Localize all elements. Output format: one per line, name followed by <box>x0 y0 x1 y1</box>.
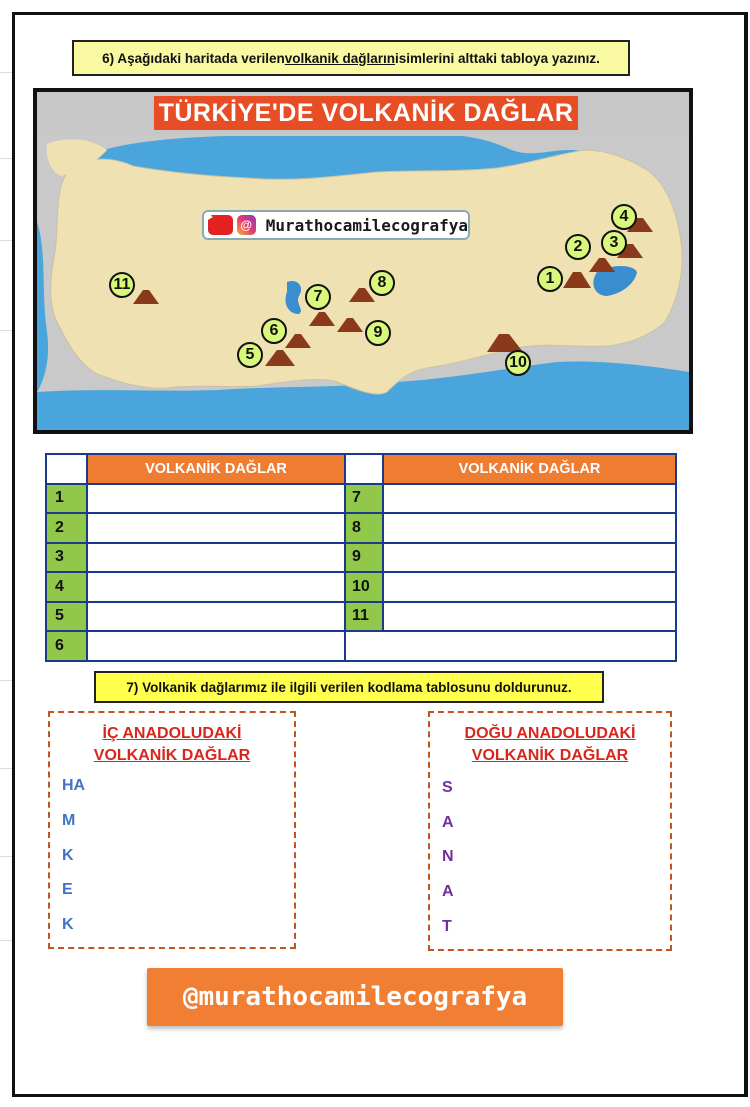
code-letter: N <box>442 848 454 865</box>
margin-rule <box>0 330 12 331</box>
code-letter: S <box>442 779 453 796</box>
map-marker-2: 2 <box>565 234 591 260</box>
central-anatolia-coding-box <box>48 711 296 949</box>
question-6-banner <box>72 40 630 76</box>
row-number: 1 <box>46 484 87 514</box>
code-letter: E <box>62 881 73 898</box>
margin-rule <box>0 240 12 241</box>
question-7-banner: 7) Volkanik dağlarımız ile ilgili verilen kodlama tablosunu doldurunuz. <box>94 671 604 703</box>
row-number: 5 <box>46 602 87 632</box>
code-letter: K <box>62 847 74 864</box>
answer-cell-5[interactable] <box>87 602 345 632</box>
question-6-suffix: isimlerini alttaki tabloya yazınız. <box>395 50 600 66</box>
margin-rule <box>0 940 12 941</box>
answer-cell-9[interactable] <box>383 543 676 573</box>
youtube-icon <box>208 215 233 235</box>
volcano-answer-table <box>45 453 677 662</box>
row-number: 11 <box>345 602 383 632</box>
map-marker-11: 11 <box>109 272 135 298</box>
row-number: 2 <box>46 513 87 543</box>
answer-cell-1[interactable] <box>87 484 345 514</box>
box-title-line2: VOLKANİK DAĞLAR <box>471 747 629 764</box>
margin-rule <box>0 158 12 159</box>
map-marker-8: 8 <box>369 270 395 296</box>
answer-cell-6[interactable] <box>87 631 345 661</box>
row-number: 7 <box>345 484 383 514</box>
map-marker-6: 6 <box>261 318 287 344</box>
answer-cell-10[interactable] <box>383 572 676 602</box>
map-graphic <box>37 92 689 430</box>
brand-name: Murathocamilecografya <box>265 215 468 235</box>
answer-cell-4[interactable] <box>87 572 345 602</box>
question-6-prefix: 6) Aşağıdaki haritada verilen <box>102 50 285 66</box>
code-letter: T <box>442 918 452 935</box>
answer-cell-8[interactable] <box>383 513 676 543</box>
turkey-landmass <box>51 150 682 394</box>
question-6-underlined: volkanik dağların <box>284 50 396 66</box>
social-brand-badge <box>202 210 470 240</box>
margin-rule <box>0 768 12 769</box>
margin-rule <box>0 680 12 681</box>
row-number: 8 <box>345 513 383 543</box>
box-title-line2: VOLKANİK DAĞLAR <box>93 747 251 764</box>
answer-cell-2[interactable] <box>87 513 345 543</box>
instagram-icon: @ <box>237 215 256 235</box>
row-number: 9 <box>345 543 383 573</box>
table-header-left: VOLKANİK DAĞLAR <box>87 454 345 484</box>
code-letter: A <box>442 814 454 831</box>
map-marker-4: 4 <box>611 204 637 230</box>
code-letter: A <box>442 883 454 900</box>
turkey-volcano-map <box>33 88 693 434</box>
answer-cell-3[interactable] <box>87 543 345 573</box>
map-marker-1: 1 <box>537 266 563 292</box>
table-header-right: VOLKANİK DAĞLAR <box>383 454 676 484</box>
box-title-line1: DOĞU ANADOLUDAKİ <box>464 725 636 742</box>
map-marker-9: 9 <box>365 320 391 346</box>
answer-cell-11[interactable] <box>383 602 676 632</box>
aegean-sea <box>37 222 48 392</box>
box-title-line1: İÇ ANADOLUDAKİ <box>102 725 242 742</box>
eastern-anatolia-coding-box <box>428 711 672 951</box>
map-title: TÜRKİYE'DE VOLKANİK DAĞLAR <box>154 96 578 130</box>
row-number: 4 <box>46 572 87 602</box>
row-number: 3 <box>46 543 87 573</box>
map-marker-10: 10 <box>505 350 531 376</box>
row-number: 10 <box>345 572 383 602</box>
answer-cell-7[interactable] <box>383 484 676 514</box>
row-number: 6 <box>46 631 87 661</box>
map-marker-3: 3 <box>601 230 627 256</box>
map-marker-5: 5 <box>237 342 263 368</box>
margin-rule <box>0 72 12 73</box>
map-marker-7: 7 <box>305 284 331 310</box>
code-letter: HA <box>62 777 86 794</box>
margin-rule <box>0 856 12 857</box>
code-letter: M <box>62 812 76 829</box>
social-handle-banner: @murathocamilecografya <box>147 968 563 1026</box>
code-letter: K <box>62 916 74 933</box>
